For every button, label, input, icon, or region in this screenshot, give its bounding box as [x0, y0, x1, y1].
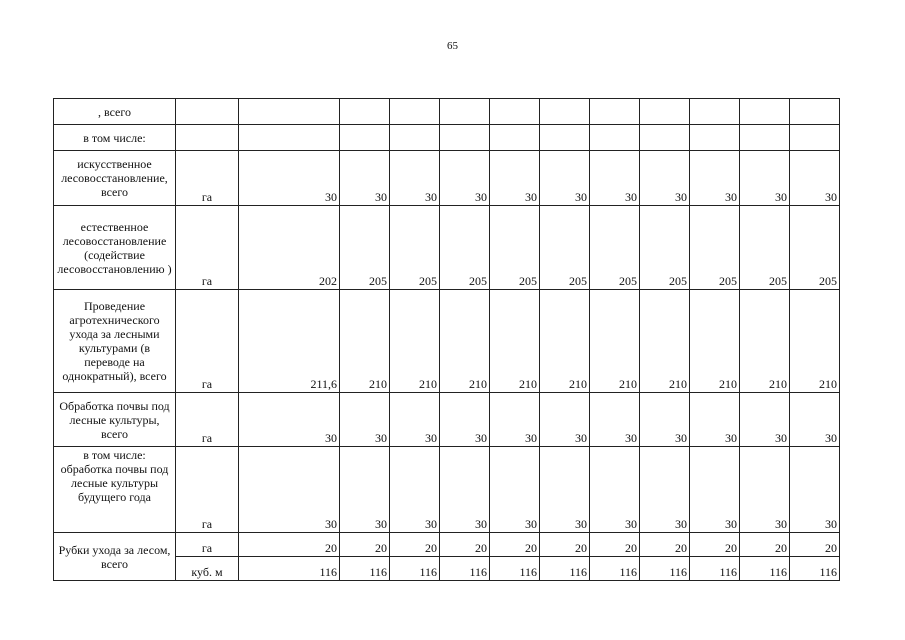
value-cell: 30: [740, 447, 790, 533]
row-name-cell: Обработка почвы под лесные культуры, всего: [54, 393, 176, 447]
value-cell: 116: [390, 557, 440, 581]
value-cell: [239, 125, 340, 151]
value-cell: 30: [239, 151, 340, 206]
unit-cell: га: [176, 290, 239, 393]
value-cell: 30: [740, 393, 790, 447]
value-cell: [740, 99, 790, 125]
table-row: [54, 206, 840, 290]
value-cell: 210: [690, 290, 740, 393]
table-row: [54, 447, 840, 533]
value-cell: 116: [440, 557, 490, 581]
value-cell: 30: [690, 447, 740, 533]
value-cell: 205: [790, 206, 840, 290]
value-cell: [440, 125, 490, 151]
value-cell: [390, 99, 440, 125]
value-cell: 20: [640, 533, 690, 557]
value-cell: 30: [640, 393, 690, 447]
value-cell: 20: [590, 533, 640, 557]
value-cell: 205: [540, 206, 590, 290]
value-cell: 30: [440, 151, 490, 206]
value-cell: 30: [490, 447, 540, 533]
value-cell: 202: [239, 206, 340, 290]
value-cell: 210: [740, 290, 790, 393]
row-name-cell: Проведение агротехнического ухода за лесными культурами (в переводе на однократный), всего: [54, 290, 176, 393]
value-cell: 30: [590, 447, 640, 533]
value-cell: [640, 99, 690, 125]
value-cell: [690, 125, 740, 151]
value-cell: 205: [440, 206, 490, 290]
unit-cell: га: [176, 206, 239, 290]
value-cell: [540, 125, 590, 151]
table-row: [54, 151, 840, 206]
value-cell: 20: [690, 533, 740, 557]
value-cell: 116: [239, 557, 340, 581]
table-row: [54, 393, 840, 447]
value-cell: 20: [740, 533, 790, 557]
value-cell: 30: [590, 151, 640, 206]
value-cell: 30: [540, 393, 590, 447]
unit-cell: га: [176, 447, 239, 533]
value-cell: 116: [740, 557, 790, 581]
value-cell: 20: [340, 533, 390, 557]
value-cell: 116: [590, 557, 640, 581]
value-cell: [340, 125, 390, 151]
table-row: [54, 533, 840, 557]
value-cell: 210: [490, 290, 540, 393]
value-cell: [740, 125, 790, 151]
row-name-cell: естественное лесовосстановление (содействие лесовосстановлению ): [54, 206, 176, 290]
value-cell: 30: [790, 393, 840, 447]
unit-cell: га: [176, 533, 239, 557]
value-cell: 30: [590, 393, 640, 447]
value-cell: 205: [690, 206, 740, 290]
value-cell: 30: [440, 393, 490, 447]
value-cell: 30: [340, 393, 390, 447]
value-cell: 205: [640, 206, 690, 290]
value-cell: 205: [740, 206, 790, 290]
value-cell: 210: [440, 290, 490, 393]
value-cell: [590, 125, 640, 151]
value-cell: 30: [790, 447, 840, 533]
value-cell: 210: [540, 290, 590, 393]
forestry-table: [53, 98, 840, 581]
row-name-cell: , всего: [54, 99, 176, 125]
row-name-cell: в том числе: обработка почвы под лесные культуры будущего года: [54, 447, 176, 533]
value-cell: 210: [640, 290, 690, 393]
value-cell: 30: [239, 393, 340, 447]
value-cell: 205: [390, 206, 440, 290]
value-cell: [390, 125, 440, 151]
table-row: [54, 290, 840, 393]
value-cell: 20: [490, 533, 540, 557]
value-cell: 116: [540, 557, 590, 581]
value-cell: [690, 99, 740, 125]
value-cell: 116: [790, 557, 840, 581]
unit-cell: га: [176, 151, 239, 206]
value-cell: 20: [790, 533, 840, 557]
value-cell: 116: [340, 557, 390, 581]
table-row: [54, 125, 840, 151]
value-cell: [540, 99, 590, 125]
value-cell: 30: [390, 151, 440, 206]
value-cell: [590, 99, 640, 125]
value-cell: 30: [490, 393, 540, 447]
value-cell: 30: [440, 447, 490, 533]
value-cell: 30: [490, 151, 540, 206]
value-cell: 30: [239, 447, 340, 533]
value-cell: 116: [690, 557, 740, 581]
page-number: 65: [447, 40, 458, 52]
value-cell: [790, 99, 840, 125]
value-cell: [490, 99, 540, 125]
value-cell: 205: [340, 206, 390, 290]
value-cell: 20: [540, 533, 590, 557]
value-cell: 116: [640, 557, 690, 581]
table-row: [54, 99, 840, 125]
value-cell: 211,6: [239, 290, 340, 393]
value-cell: 30: [390, 447, 440, 533]
value-cell: 205: [590, 206, 640, 290]
value-cell: 30: [540, 151, 590, 206]
unit-cell: куб. м: [176, 557, 239, 581]
unit-cell: [176, 99, 239, 125]
value-cell: 30: [390, 393, 440, 447]
value-cell: 30: [740, 151, 790, 206]
value-cell: 210: [340, 290, 390, 393]
value-cell: 210: [790, 290, 840, 393]
row-name-cell: Рубки ухода за лесом, всего: [54, 533, 176, 581]
value-cell: 20: [239, 533, 340, 557]
row-name-cell: искусственное лесовосстановление, всего: [54, 151, 176, 206]
value-cell: [440, 99, 490, 125]
unit-cell: [176, 125, 239, 151]
row-name-cell: в том числе:: [54, 125, 176, 151]
value-cell: [640, 125, 690, 151]
value-cell: 30: [540, 447, 590, 533]
value-cell: 30: [340, 447, 390, 533]
value-cell: 30: [340, 151, 390, 206]
value-cell: 20: [390, 533, 440, 557]
unit-cell: га: [176, 393, 239, 447]
value-cell: 30: [690, 151, 740, 206]
value-cell: [790, 125, 840, 151]
value-cell: 205: [490, 206, 540, 290]
value-cell: 30: [640, 447, 690, 533]
value-cell: 30: [640, 151, 690, 206]
value-cell: [340, 99, 390, 125]
value-cell: 210: [590, 290, 640, 393]
value-cell: 30: [690, 393, 740, 447]
value-cell: [239, 99, 340, 125]
value-cell: [490, 125, 540, 151]
value-cell: 116: [490, 557, 540, 581]
value-cell: 20: [440, 533, 490, 557]
value-cell: 210: [390, 290, 440, 393]
value-cell: 30: [790, 151, 840, 206]
